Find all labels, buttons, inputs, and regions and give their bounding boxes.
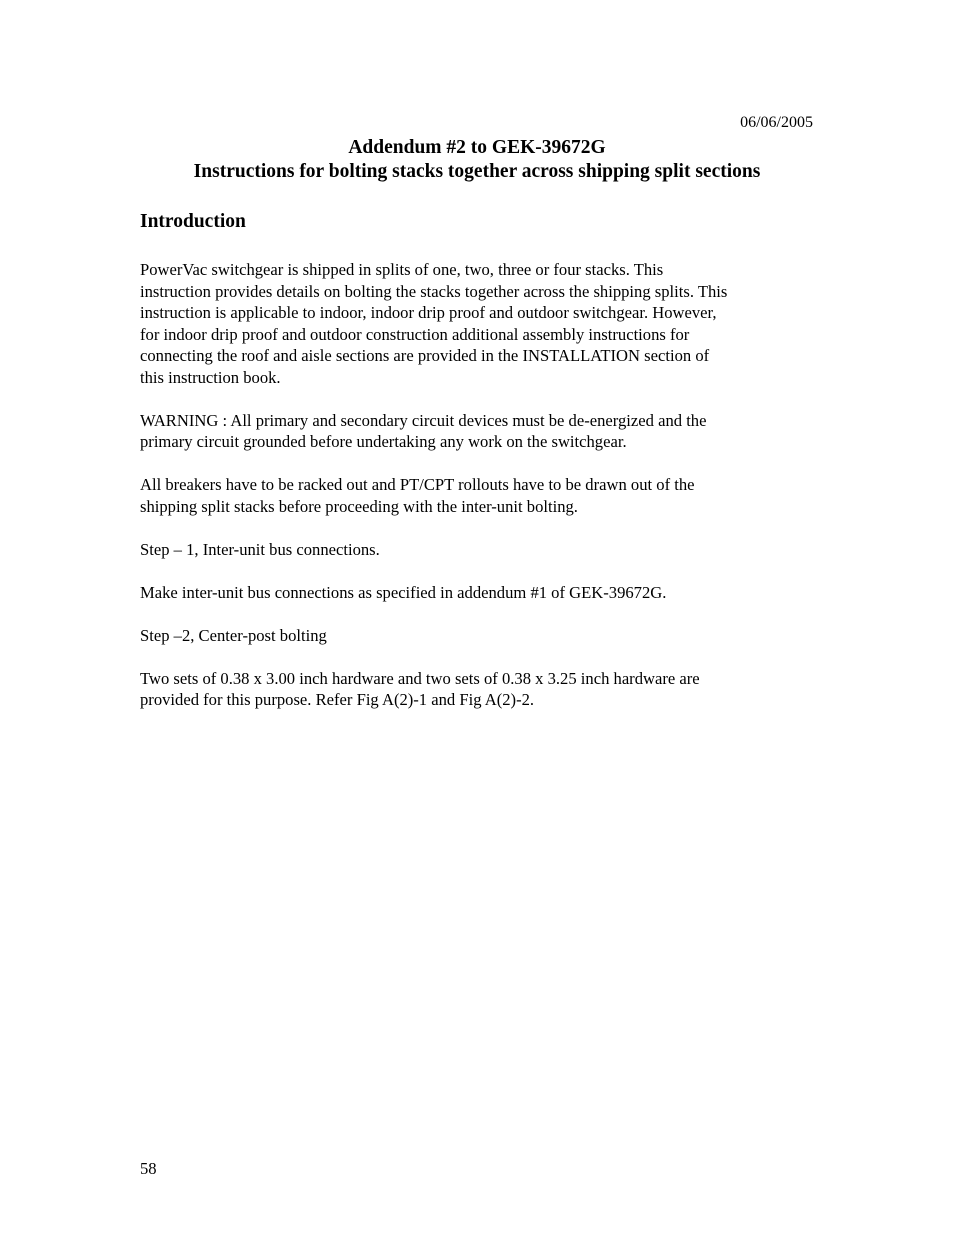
paragraph-warning: [140, 410, 820, 453]
text-line: instruction is applicable to indoor, indoor drip proof and outdoor switchgear. However,: [140, 303, 717, 322]
text-line: All breakers have to be racked out and PT/CPT rollouts have to be drawn out of the: [140, 475, 695, 494]
text-line: Two sets of 0.38 x 3.00 inch hardware and two sets of 0.38 x 3.25 inch hardware are: [140, 668, 700, 688]
body-text: [140, 259, 820, 732]
paragraph-breakers: [140, 474, 820, 517]
paragraph-bus-connections: [140, 582, 820, 604]
text-line: provided for this purpose. Refer Fig A(2)-1 and Fig A(2)-2.: [140, 690, 535, 709]
text-line: WARNING : All primary and secondary circuit devices must be de-energized and the: [140, 410, 707, 430]
text-line: instruction provides details on bolting the stacks together across the shipping splits. This: [140, 281, 728, 301]
text-line: this instruction book.: [140, 367, 281, 387]
text-line: connecting the roof and aisle sections are provided in the INSTALLATION section of: [140, 346, 710, 365]
text-line: Step – 1, Inter-unit bus connections.: [140, 539, 380, 559]
paragraph-step-2: [140, 625, 820, 647]
text-line: shipping split stacks before proceeding with the inter-unit bolting.: [140, 496, 578, 516]
title-line-addendum: Addendum #2 to GEK-39672G: [348, 137, 606, 158]
section-heading-introduction: Introduction: [140, 211, 246, 232]
paragraph-introduction: [140, 259, 820, 388]
document-date: 06/06/2005: [740, 114, 813, 131]
text-line: Step –2, Center-post bolting: [140, 625, 327, 645]
text-line: Make inter-unit bus connections as specified in addendum #1 of GEK-39672G.: [140, 582, 667, 602]
title-line-subject: Instructions for bolting stacks together across shipping split sections: [193, 161, 761, 182]
paragraph-step-1: [140, 539, 820, 561]
text-line: PowerVac switchgear is shipped in splits of one, two, three or four stacks. This: [140, 260, 664, 279]
document-title: [140, 136, 814, 184]
page-number: 58: [140, 1159, 157, 1178]
text-line: primary circuit grounded before undertaking any work on the switchgear.: [140, 432, 627, 451]
text-line: for indoor drip proof and outdoor construction additional assembly instructions for: [140, 324, 690, 344]
paragraph-hardware: [140, 668, 820, 711]
